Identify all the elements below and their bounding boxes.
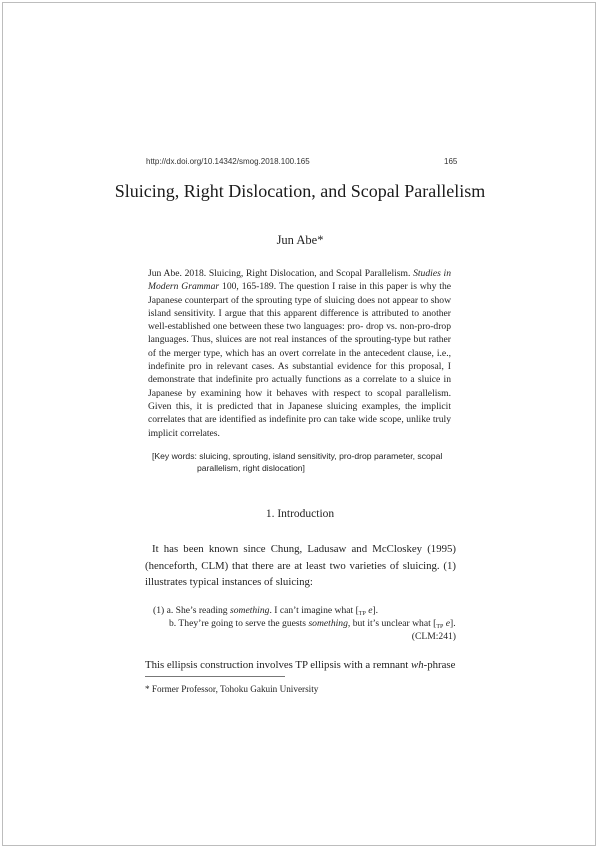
abstract-citation: Jun Abe. 2018. Sluicing, Right Dislocation, and Scopal Parallelism. [148, 268, 414, 279]
body-text-continued: This ellipsis construction involves TP ellipsis with a remnant wh-phrase [145, 659, 456, 671]
journal-name: Studies in Modern Grammar [148, 268, 451, 293]
abstract-citation-pages: 100, 165-189. [219, 281, 279, 293]
author-name: Jun Abe* [276, 233, 324, 247]
doi-link[interactable]: http://dx.doi.org/10.14342/smog.2018.100.165 [146, 157, 310, 166]
abstract-text: The question I raise in this paper is why the Japanese counterpart of the sprouting type of sluicing does not appear to show island sensitivity. I argue that this apparent difference is attributed to another well-established one between these two languages: pro- drop vs. non-pro-drop languages. Thus, sluices are not real instances of the sprouting-type but rather of the merger type, which has an overt correlate in the antecedent clause, i.e., indefinite pro in relevant cases. As substantial evidence for this proposal, I demonstrate that indefinite pro actually functions as a correlate to a sluice in Japanese by examining how it behaves with respect to scopal parallelism. Given this, it is predicted that in Japanese sluicing examples, the implicit correlates that are identified as indefinite pro can take wide scope, unlike truly implicit correlates. [148, 281, 452, 439]
footnote-rule [145, 676, 285, 677]
abstract [148, 267, 451, 440]
example-citation: (CLM:241) [411, 631, 456, 642]
intro-paragraph: It has been known since Chung, Ladusaw and McCloskey (1995) (henceforth, CLM) that there are at least two varieties of sluicing. (1) illustrates typical instances of sluicing: [145, 543, 456, 588]
section-heading: 1. Introduction [265, 508, 335, 520]
footnote: * Former Professor, Tohoku Gakuin University [145, 684, 319, 694]
page-number: 165 [444, 157, 458, 166]
example-1b: b. They’re going to serve the guests something, but it’s unclear what [$_{TP}$ e]. [169, 618, 456, 630]
keywords [152, 450, 452, 474]
paper-title: Sluicing, Right Dislocation, and Scopal Parallelism [114, 181, 486, 201]
example-1a: (1) a. She’s reading something. I can’t imagine what [$_{TP}$ e]. [153, 605, 379, 617]
keywords-line-1: [Key words: sluicing, sprouting, island sensitivity, pro-drop parameter, scopal [152, 451, 443, 461]
keywords-line-2: parallelism, right dislocation] [197, 463, 305, 473]
